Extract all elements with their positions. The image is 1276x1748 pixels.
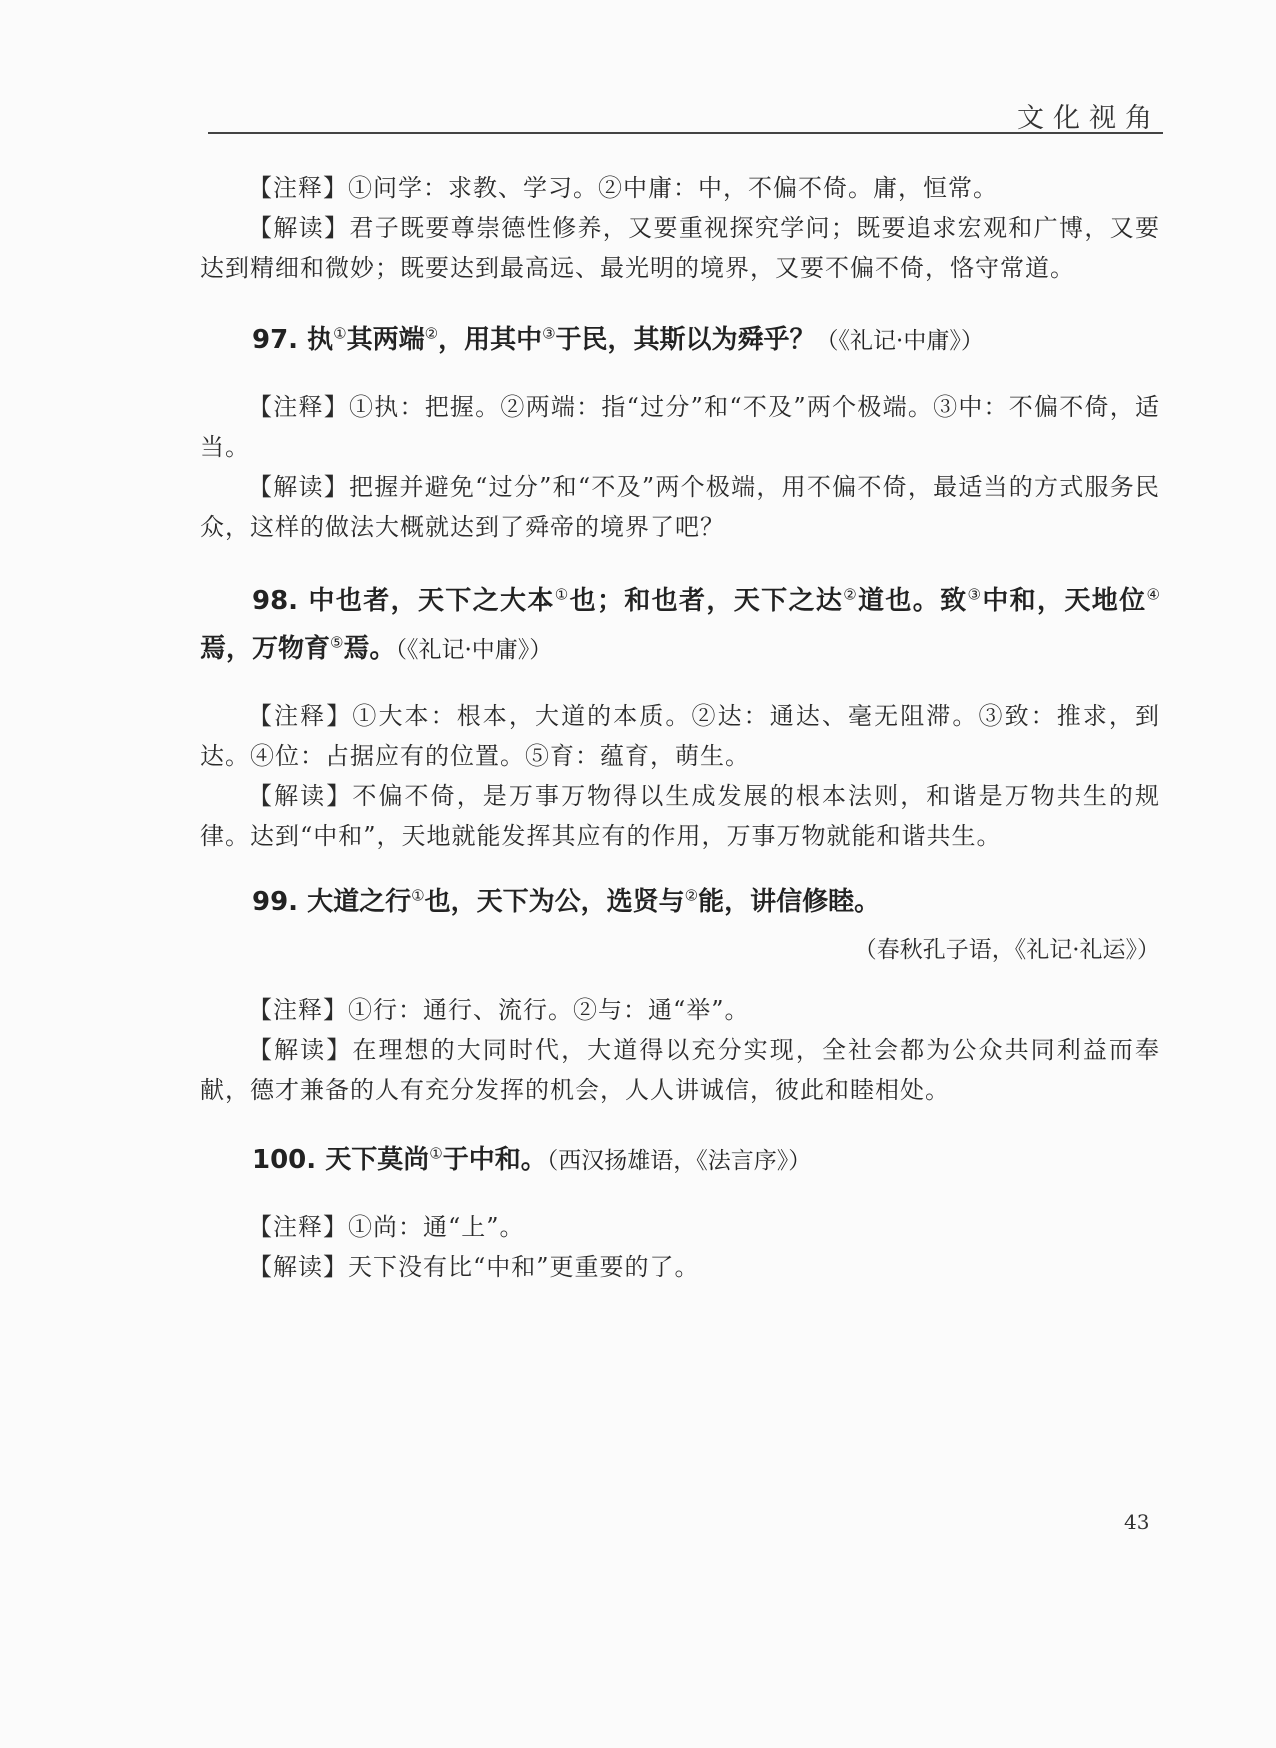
quote-text: 焉。 <box>343 634 396 664</box>
quote-text: 也；和也者，天下之达 <box>569 586 844 616</box>
quote-text: 中和，天地位 <box>982 586 1147 616</box>
quote-text: 焉，万物育 <box>200 634 331 664</box>
entry-number: 97. <box>252 325 299 355</box>
entry-reading <box>200 1247 1160 1287</box>
note-tag: 【注释】 <box>248 174 348 202</box>
reading-text: 君子既要尊崇德性修养，又要重视探究学问；既要追求宏观和广博，又要达到精细和微妙；既要达到最高远、最光明的境界，又要不偏不倚，恪守常道。 <box>200 214 1161 282</box>
entry-reading <box>200 467 1160 547</box>
reading-tag: 【解读】 <box>248 1036 353 1064</box>
footnote-marker: ④ <box>1146 585 1160 604</box>
note-tag: 【注释】 <box>248 702 353 730</box>
entry-reading <box>200 1030 1160 1110</box>
entry-source: （《礼记·中庸》） <box>395 637 553 663</box>
entry-note <box>200 387 1160 467</box>
reading-text: 天下没有比“中和”更重要的了。 <box>348 1253 700 1281</box>
entry-number: 98. <box>252 586 299 616</box>
note-text: ①执：把握。②两端：指“过分”和“不及”两个极端。③中：不偏不倚，适当。 <box>200 393 1161 461</box>
running-header-title: 文化视角 <box>1017 103 1161 134</box>
footnote-marker: ① <box>554 585 570 604</box>
entry-note <box>200 1207 1160 1247</box>
quote-text: ，用其中 <box>438 325 543 355</box>
intro-reading <box>200 208 1160 288</box>
quote-text: 能，讲信修睦。 <box>698 887 881 917</box>
header-divider <box>208 132 1163 134</box>
entry-source: （《礼记·中庸》） <box>815 328 984 354</box>
note-text: ①问学：求教、学习。②中庸：中，不偏不倚。庸，恒常。 <box>348 174 998 202</box>
reading-text: 把握并避免“过分”和“不及”两个极端，用不偏不倚，最适当的方式服务民众，这样的做法大概就达到了舜帝的境界了吧？ <box>200 473 1161 541</box>
reading-tag: 【解读】 <box>248 473 349 501</box>
entry-quote <box>200 1136 1160 1185</box>
footnote-marker: ① <box>411 886 425 905</box>
footnote-marker: ① <box>429 1144 443 1163</box>
note-tag: 【注释】 <box>248 996 348 1024</box>
quote-text: 也，天下为公，选贤与 <box>424 887 685 917</box>
note-text: ①大本：根本，大道的本质。②达：通达、毫无阻滞。③致：推求，到达。④位：占据应有的位置。⑤育：蕴育，萌生。 <box>200 702 1161 770</box>
reading-tag: 【解读】 <box>248 782 353 810</box>
quote-text: 大道之行 <box>307 887 412 917</box>
reading-text: 在理想的大同时代，大道得以充分实现，全社会都为公众共同利益而奉献，德才兼备的人有充分发挥的机会，人人讲诚信，彼此和睦相处。 <box>200 1036 1161 1104</box>
note-text: ①行：通行、流行。②与：通“举”。 <box>348 996 750 1024</box>
footnote-marker: ① <box>333 324 347 343</box>
note-text: ①尚：通“上”。 <box>348 1213 525 1241</box>
entry-note <box>200 696 1160 776</box>
footnote-marker: ② <box>843 585 859 604</box>
quote-text: 其两端 <box>346 325 425 355</box>
quote-text: 道也。致 <box>858 586 968 616</box>
footnote-marker: ⑤ <box>330 633 344 652</box>
footnote-marker: ② <box>424 324 439 343</box>
entry-source: （春秋孔子语，《礼记·礼运》） <box>853 937 1160 963</box>
quote-text: 天下莫尚 <box>325 1145 430 1175</box>
quote-text: 于中和。 <box>442 1145 547 1175</box>
entry-reading <box>200 776 1160 856</box>
reading-tag: 【解读】 <box>248 214 350 242</box>
entry-quote <box>200 878 1160 926</box>
entry-number: 99. <box>252 887 299 917</box>
entry-source: （西汉扬雄语，《法言序》） <box>546 1148 812 1174</box>
reading-text: 不偏不倚，是万事万物得以生成发展的根本法则，和谐是万物共生的规律。达到“中和”，天地就能发挥其应有的作用，万事万物就能和谐共生。 <box>200 782 1161 850</box>
reading-tag: 【解读】 <box>248 1253 348 1281</box>
entry-quote <box>200 316 1160 365</box>
entry-100 <box>200 1136 1160 1287</box>
quote-text: 于民，其斯以为舜乎？ <box>555 325 816 355</box>
entry-quote <box>200 577 1160 674</box>
page-content <box>200 168 1160 1287</box>
page-number: 43 <box>1124 1510 1150 1534</box>
note-tag: 【注释】 <box>248 393 349 421</box>
entry-99 <box>200 878 1160 1110</box>
footnote-marker: ③ <box>542 324 556 343</box>
footnote-marker: ② <box>684 886 699 905</box>
entry-note <box>200 990 1160 1030</box>
entry-number: 100. <box>252 1145 317 1175</box>
entry-98 <box>200 577 1160 856</box>
intro-note <box>200 168 1160 208</box>
quote-text: 执 <box>307 325 334 355</box>
entry-97 <box>200 316 1160 547</box>
quote-text: 中也者，天下之大本 <box>308 586 555 616</box>
footnote-marker: ③ <box>967 585 983 604</box>
note-tag: 【注释】 <box>248 1213 348 1241</box>
